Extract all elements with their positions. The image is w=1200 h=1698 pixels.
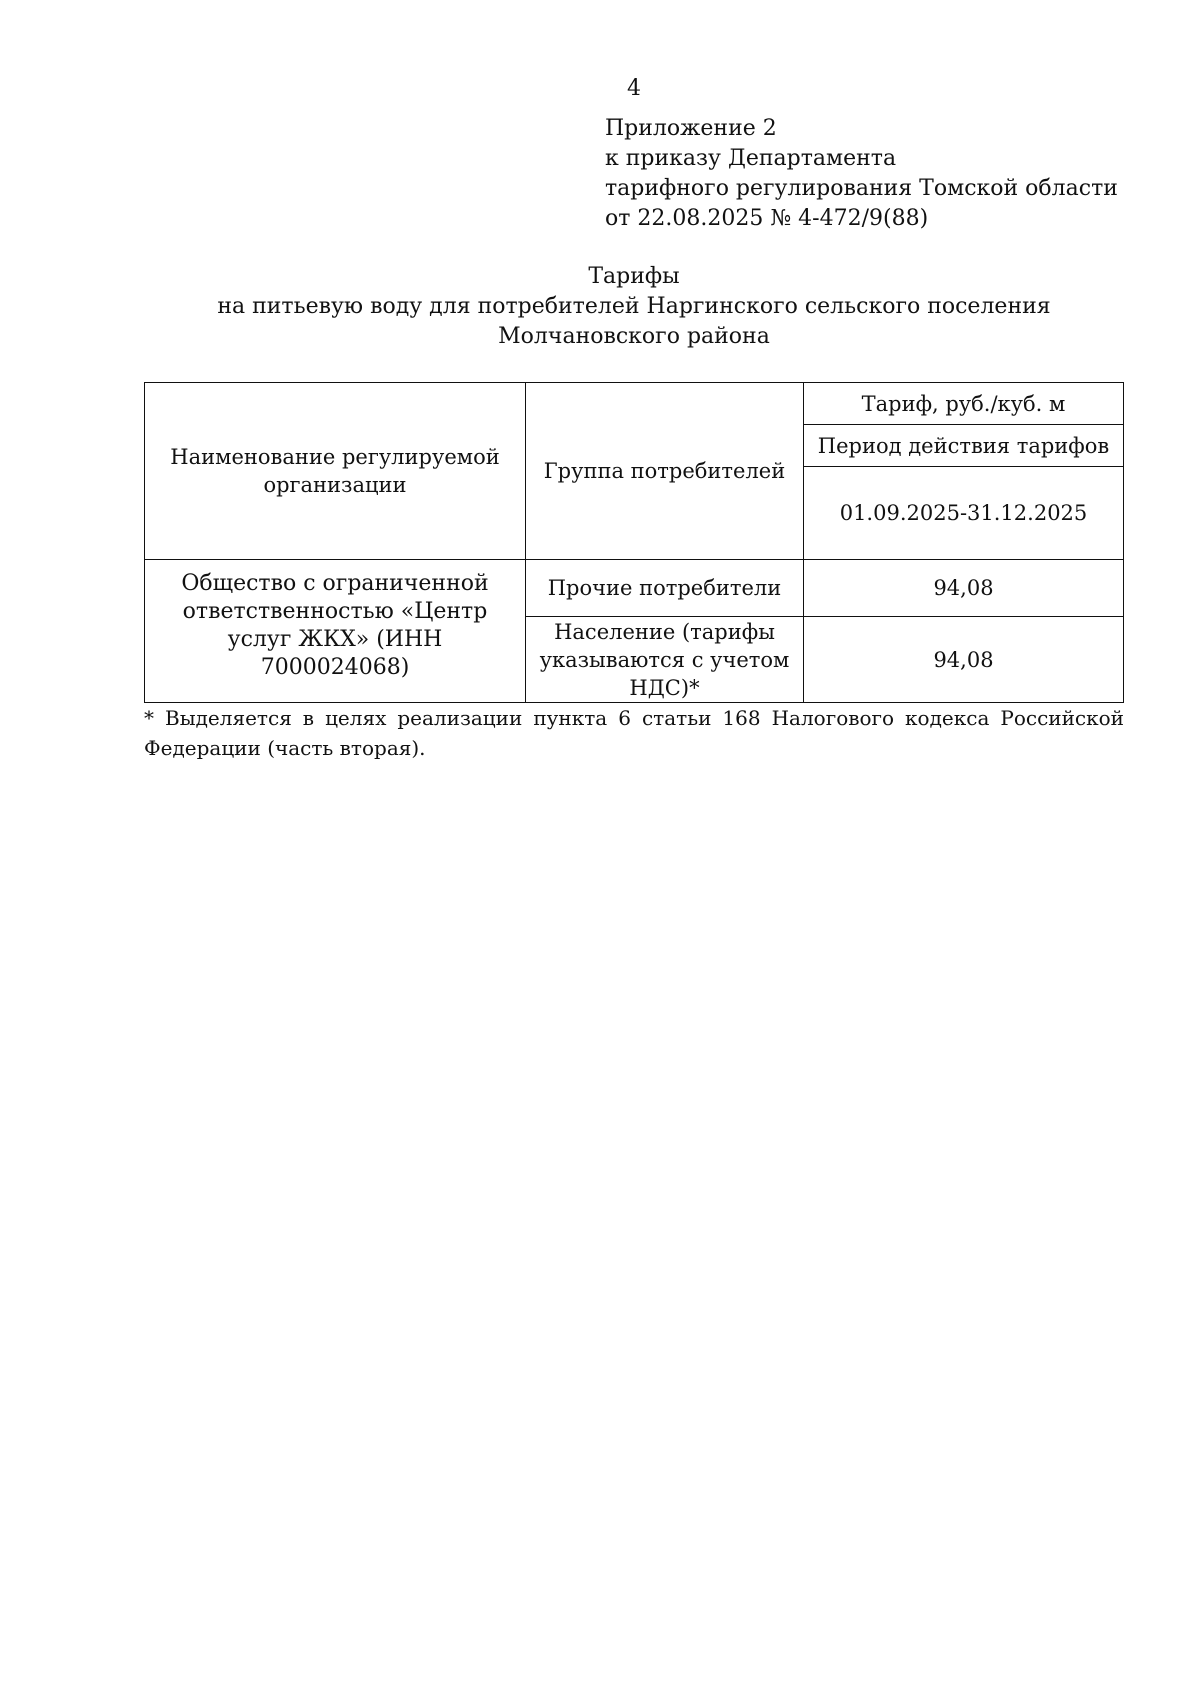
consumer-group-cell: Население (тарифы указываются с учетом НДС)* — [526, 617, 804, 703]
header-org-cell: Наименование регулируемой организации — [145, 383, 526, 560]
header-period-label-cell: Период действия тарифов — [804, 425, 1124, 467]
tariff-value-cell: 94,08 — [804, 560, 1124, 617]
header-period-cell: 01.09.2025-31.12.2025 — [804, 467, 1124, 560]
title-line: Тарифы — [588, 264, 680, 289]
appendix-line: к приказу Департамента — [605, 146, 897, 171]
table-header-row — [145, 383, 1124, 425]
title-line: на питьевую воду для потребителей Наргинского сельского поселения — [217, 294, 1051, 319]
title-line: Молчановского района — [498, 324, 770, 349]
page-number: 4 — [627, 76, 641, 101]
appendix-header — [605, 114, 1118, 234]
header-group-cell: Группа потребителей — [526, 383, 804, 560]
tariff-value-cell: 94,08 — [804, 617, 1124, 703]
appendix-line: Приложение 2 — [605, 116, 777, 141]
appendix-line: от 22.08.2025 № 4-472/9(88) — [605, 206, 929, 231]
consumer-group-cell: Прочие потребители — [526, 560, 804, 617]
header-tariff-cell: Тариф, руб./куб. м — [804, 383, 1124, 425]
appendix-line: тарифного регулирования Томской области — [605, 176, 1118, 201]
document-title — [145, 262, 1123, 352]
table-row — [145, 560, 1124, 617]
footnote: * Выделяется в целях реализации пункта 6 статьи 168 Налогового кодекса Российской Федерации (часть вторая). — [144, 706, 1124, 760]
tariff-table — [144, 382, 1124, 703]
organization-cell: Общество с ограниченной ответственностью «Центр услуг ЖКХ» (ИНН 7000024068) — [145, 560, 526, 703]
